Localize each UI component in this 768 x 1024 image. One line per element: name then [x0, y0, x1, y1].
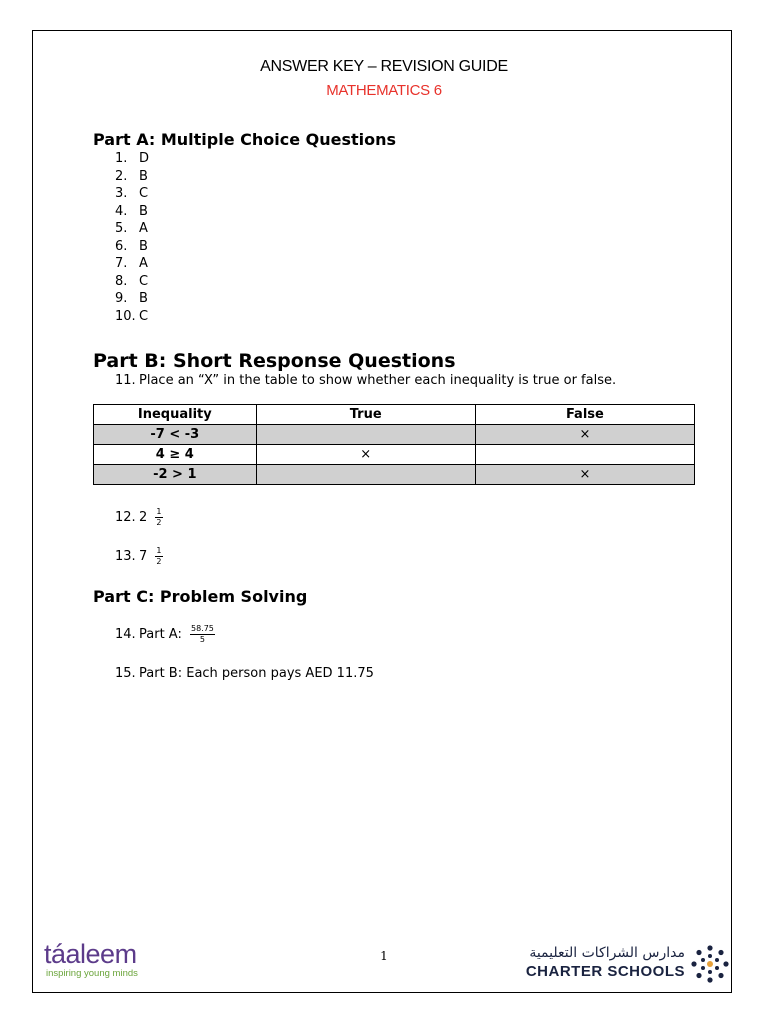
question-number: 12. — [115, 510, 136, 525]
true-cell — [256, 425, 475, 445]
list-item — [115, 255, 149, 273]
question-11 — [115, 373, 616, 388]
list-item — [115, 308, 149, 326]
taaleem-logo — [44, 940, 138, 979]
answer-letter: C — [139, 273, 149, 289]
mixed-number-whole: 7 — [139, 549, 148, 564]
fraction-denominator: 2 — [156, 557, 162, 566]
page-number: 1 — [380, 949, 388, 963]
list-item — [115, 238, 149, 256]
multiple-choice-answer-list — [115, 150, 149, 325]
answer-letter: B — [139, 168, 148, 184]
question-15 — [115, 666, 374, 681]
answer-letter: B — [139, 238, 148, 254]
question-12 — [115, 507, 163, 528]
question-number: 15. — [115, 666, 136, 681]
fraction-numerator: 1 — [156, 507, 162, 516]
answer-number: 8. — [115, 273, 128, 289]
question-text: Place an “X” in the table to show whether each inequality is true or false. — [139, 373, 617, 388]
charter-schools-name: CHARTER SCHOOLS — [525, 963, 685, 980]
inequality-cell: -7 < -3 — [94, 425, 257, 445]
fraction-numerator: 1 — [156, 546, 162, 555]
answer-number: 2. — [115, 168, 128, 184]
true-cell — [256, 465, 475, 485]
list-item — [115, 203, 149, 221]
answer-number: 9. — [115, 291, 128, 306]
list-item — [115, 220, 149, 238]
part-c-heading: Part C: Problem Solving — [93, 587, 308, 606]
list-item — [115, 150, 149, 168]
question-number: 11. — [115, 373, 136, 388]
inequality-table — [93, 404, 695, 485]
answer-letter: A — [139, 221, 148, 236]
answer-number: 7. — [115, 256, 128, 271]
question-number: 14. — [115, 627, 136, 642]
false-cell: × — [475, 425, 694, 445]
fraction — [190, 624, 215, 645]
false-cell: × — [475, 465, 694, 485]
column-header-true: True — [256, 405, 475, 425]
part-b-heading: Part B: Short Response Questions — [93, 350, 456, 372]
answer-number: 10. — [115, 308, 136, 324]
question-13 — [115, 546, 163, 567]
question-14 — [115, 624, 215, 645]
question-number: 13. — [115, 549, 136, 564]
answer-number: 4. — [115, 203, 128, 219]
list-item — [115, 185, 149, 203]
mixed-number-whole: 2 — [139, 510, 148, 525]
charter-schools-arabic-name: مدارس الشراكات التعليمية — [529, 945, 685, 961]
charter-schools-logo — [520, 944, 685, 982]
answer-letter: C — [139, 308, 149, 324]
column-header-false: False — [475, 405, 694, 425]
table-header-row — [94, 405, 695, 425]
list-item — [115, 290, 149, 308]
taaleem-tagline: inspiring young minds — [46, 968, 138, 979]
table-row — [94, 425, 695, 445]
document-subtitle: MATHEMATICS 6 — [326, 82, 442, 99]
table-row — [94, 465, 695, 485]
answer-letter: B — [139, 203, 148, 219]
taaleem-wordmark: táaleem — [44, 939, 137, 969]
answer-number: 1. — [115, 151, 128, 166]
answer-number: 5. — [115, 221, 128, 236]
answer-letter: C — [139, 186, 149, 201]
list-item — [115, 273, 149, 291]
inequality-cell: 4 ≥ 4 — [94, 445, 257, 465]
column-header-inequality: Inequality — [94, 405, 257, 425]
true-cell: × — [256, 445, 475, 465]
answer-letter: A — [139, 256, 148, 271]
question-label: Part A: — [139, 627, 182, 642]
answer-letter: D — [139, 151, 150, 166]
answer-letter: B — [139, 291, 148, 306]
false-cell — [475, 445, 694, 465]
answer-number: 3. — [115, 186, 128, 201]
fraction — [155, 507, 162, 528]
answer-number: 6. — [115, 238, 128, 254]
inequality-cell: -2 > 1 — [94, 465, 257, 485]
fraction-denominator: 5 — [199, 635, 205, 644]
question-text: Part B: Each person pays AED 11.75 — [139, 666, 374, 681]
list-item — [115, 168, 149, 186]
table-row — [94, 445, 695, 465]
part-a-heading: Part A: Multiple Choice Questions — [93, 130, 397, 149]
charter-schools-mark-icon — [690, 944, 730, 984]
fraction-numerator: 58.75 — [190, 624, 214, 633]
fraction — [155, 546, 162, 567]
fraction-denominator: 2 — [156, 518, 162, 527]
document-title: ANSWER KEY – REVISION GUIDE — [260, 58, 508, 75]
